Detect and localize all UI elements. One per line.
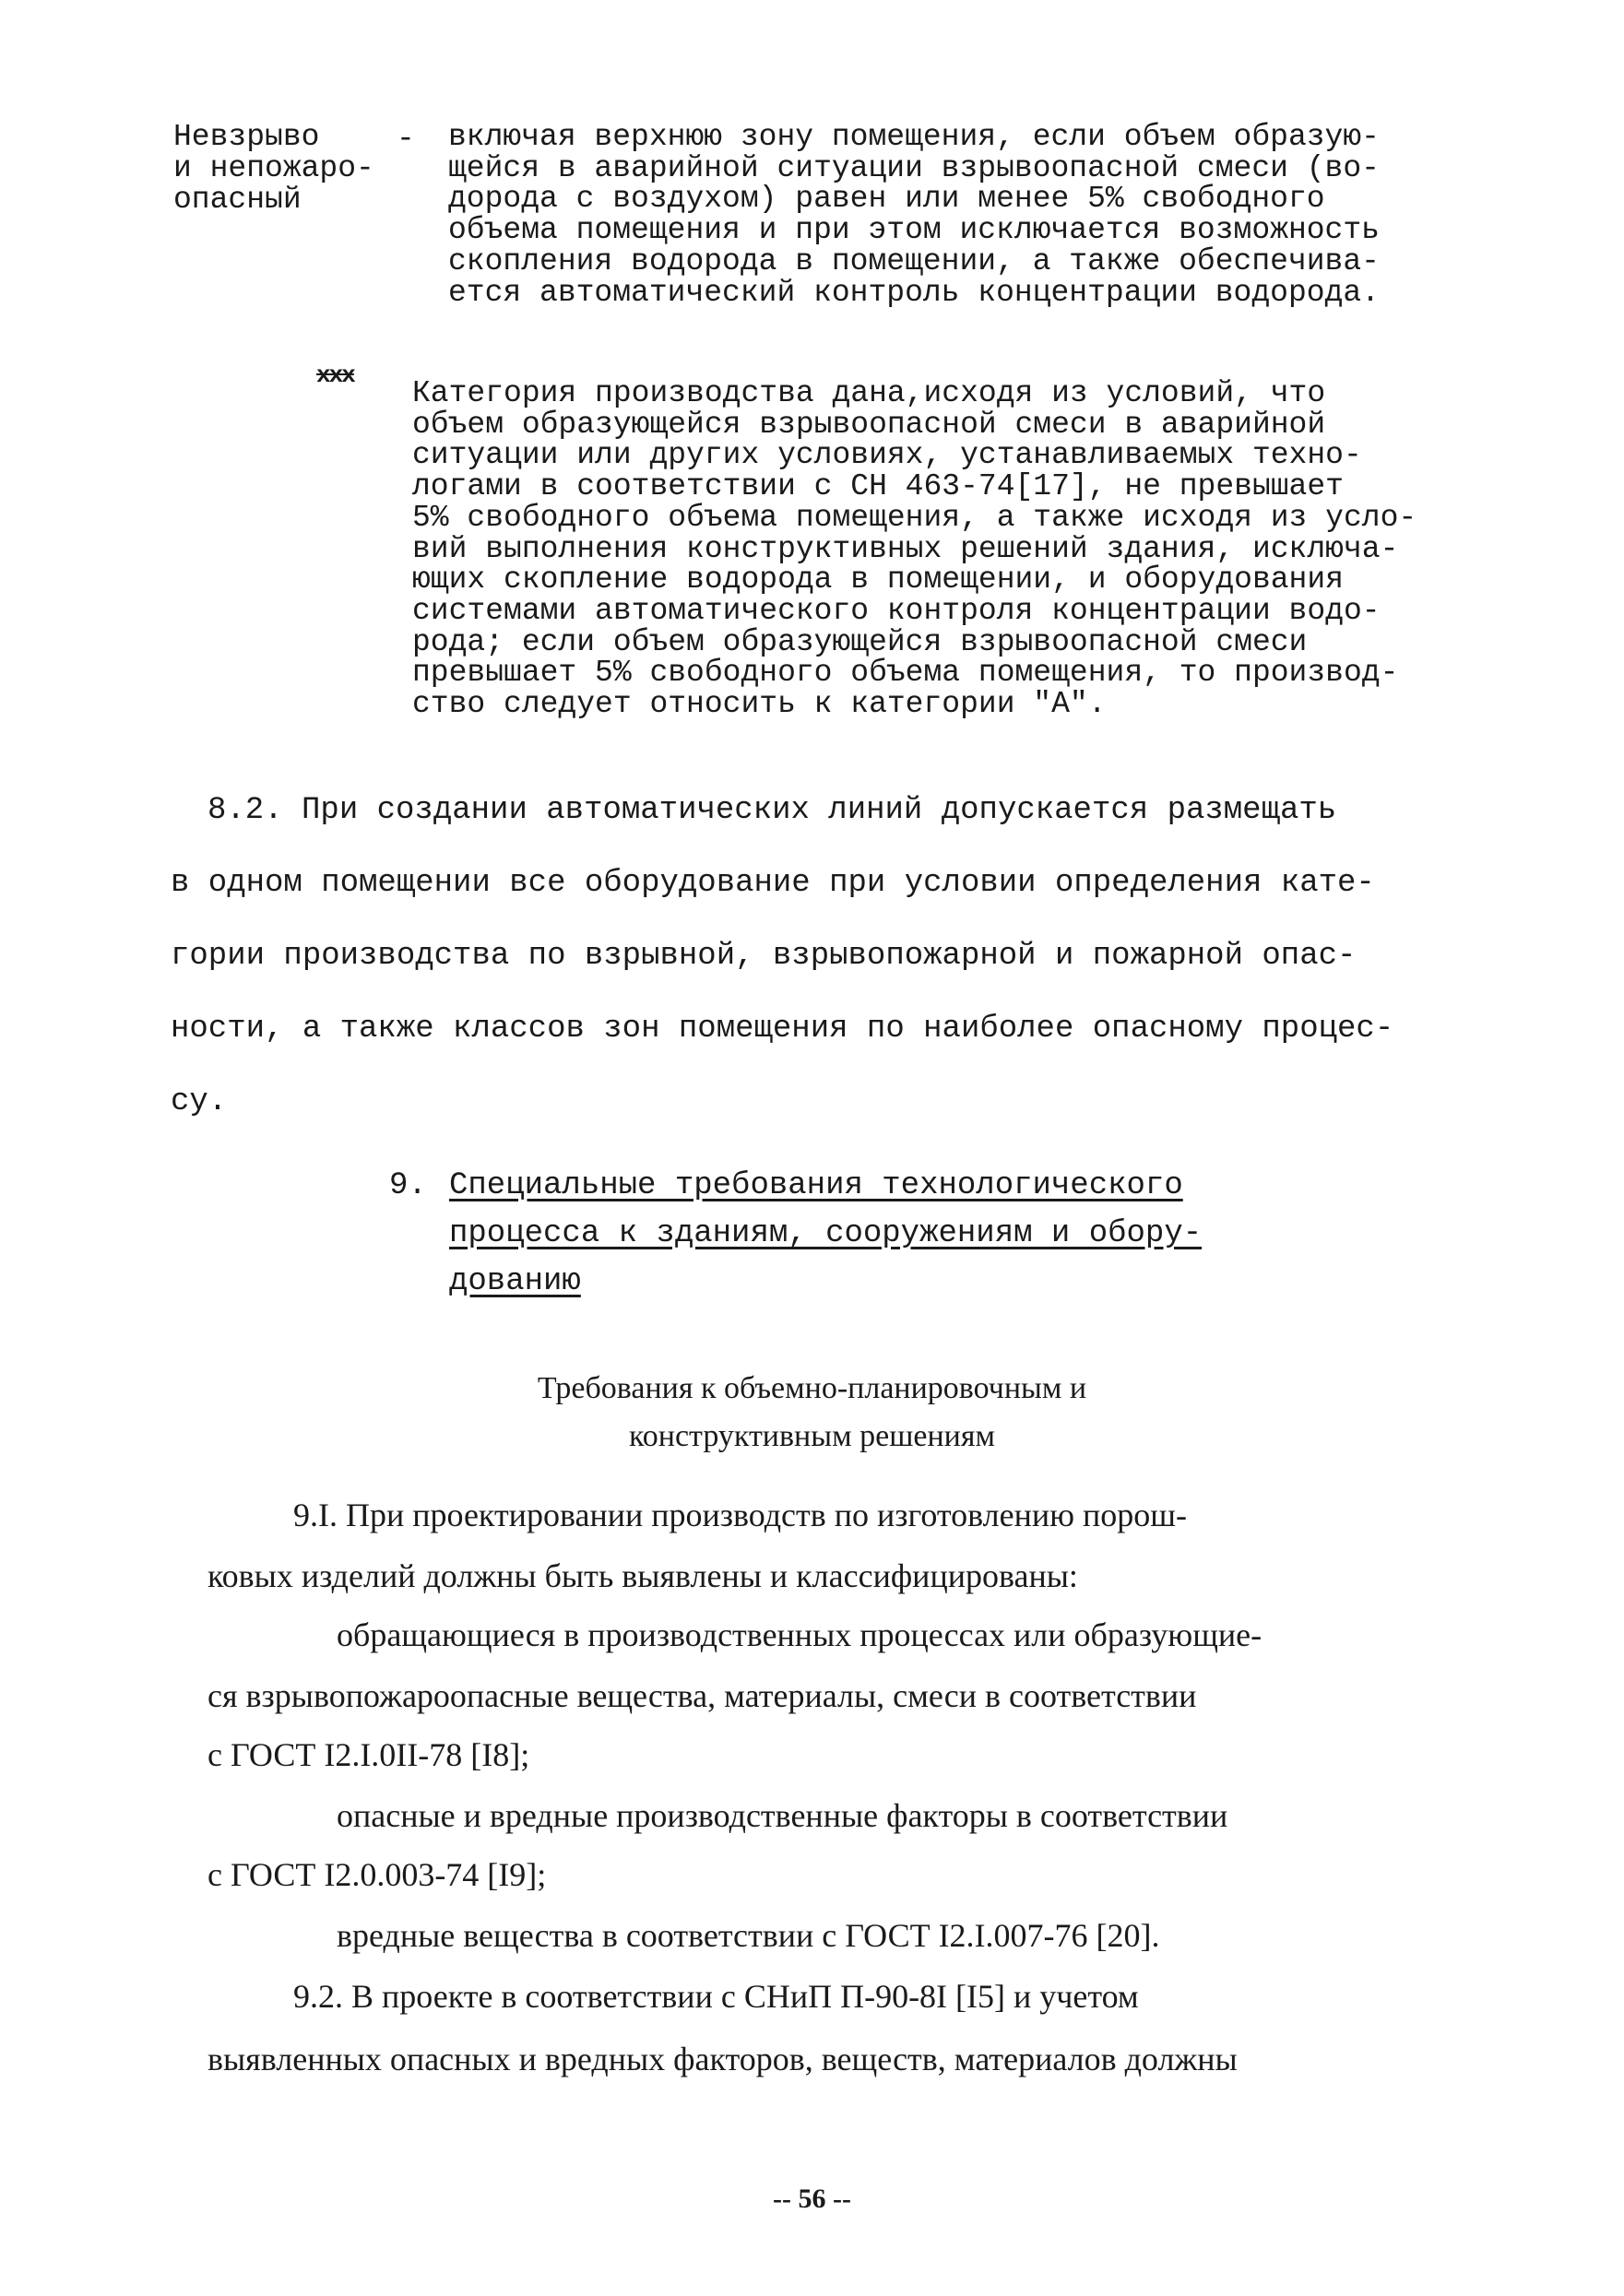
paragraph-line: в одном помещении все оборудование при условии определения кате- bbox=[171, 866, 1375, 901]
footnote-line: объем образующейся взрывоопасной смеси в аварийной bbox=[412, 407, 1326, 442]
footnote-marker: xxx bbox=[316, 361, 354, 389]
section-title-line: процесса к зданиям, сооружениям и обору- bbox=[449, 1216, 1203, 1251]
footnote-line: Категория производства дана,исходя из условий, что bbox=[412, 376, 1326, 410]
section-title-line: дованию bbox=[449, 1264, 581, 1299]
term-line: опасный bbox=[173, 183, 302, 217]
definition-line: объема помещения и при этом исключается возможность bbox=[448, 213, 1380, 248]
para-9-2-line: выявленных опасных и вредных факторов, веществ, материалов должны bbox=[207, 2041, 1238, 2077]
definition-line: включая верхнюю зону помещения, если объем образую- bbox=[448, 120, 1380, 154]
section-number: 9. bbox=[389, 1168, 427, 1203]
footnote-line: ство следует относить к категории "А". bbox=[412, 687, 1107, 722]
footnote-line: 5% свободного объема помещения, а также исходя из усло- bbox=[412, 500, 1417, 535]
list-item-line: опасные и вредные производственные факторы в соответствии bbox=[337, 1797, 1228, 1834]
definition-dash: - bbox=[397, 122, 415, 156]
term-line: Невзрыво bbox=[173, 120, 320, 154]
paragraph-line: су. bbox=[171, 1084, 228, 1119]
definition-text bbox=[448, 122, 1481, 308]
para-9-1-line: 9.I. При проектировании производств по изготовлению порош- bbox=[293, 1497, 1188, 1533]
subheading bbox=[0, 1365, 1624, 1461]
footnote-line: логами в соответствии с СН 463-74[17], не превышает bbox=[412, 469, 1344, 504]
list-item-line: ся взрывопожароопасные вещества, материалы, смеси в соответствии bbox=[207, 1677, 1197, 1714]
para-9-2-line: 9.2. В проекте в соответствии с СНиП П-90-8I [I5] и учетом bbox=[293, 1978, 1139, 2015]
list-item-line: обращающиеся в производственных процессах или образующие- bbox=[337, 1616, 1262, 1653]
list-item-line: вредные вещества в соответствии с ГОСТ I2.I.007-76 [20]. bbox=[337, 1917, 1160, 1954]
page-number: -- 56 -- bbox=[773, 2184, 851, 2214]
paragraph-8-2 bbox=[171, 775, 1499, 1139]
definition-line: ется автоматический контроль концентрации водорода. bbox=[448, 275, 1380, 310]
footnote-text bbox=[412, 378, 1482, 720]
footnote-line: ситуации или других условиях, устанавливаемых техно- bbox=[412, 438, 1362, 473]
footnote-line: ющих скопление водорода в помещении, и оборудования bbox=[412, 562, 1344, 598]
subheading-line: Требования к объемно-планировочным и bbox=[537, 1371, 1087, 1405]
footnote-line: вий выполнения конструктивных решений здания, исключа- bbox=[412, 531, 1399, 566]
footnote-line: превышает 5% свободного объема помещения, то производ- bbox=[412, 656, 1399, 691]
definition-term bbox=[173, 122, 404, 216]
paragraph-line: 8.2. При создании автоматических линий допускается размещать bbox=[207, 793, 1337, 828]
list-item-line: с ГОСТ I2.0.003-74 [I9]; bbox=[207, 1856, 547, 1893]
subheading-line: конструктивным решениям bbox=[628, 1419, 996, 1453]
definition-line: дорода с воздухом) равен или менее 5% свободного bbox=[448, 182, 1325, 217]
definition-line: щейся в аварийной ситуации взрывоопасной смеси (во- bbox=[448, 150, 1380, 185]
term-line: и непожаро- bbox=[173, 151, 374, 185]
paragraph-line: ности, а также классов зон помещения по наиболее опасному процес- bbox=[171, 1012, 1394, 1047]
para-9-1-line: ковых изделий должны быть выявлены и классифицированы: bbox=[207, 1557, 1078, 1594]
definition-line: скопления водорода в помещении, а также обеспечива- bbox=[448, 243, 1380, 278]
paragraph-line: гории производства по взрывной, взрывопожарной и пожарной опас- bbox=[171, 939, 1357, 974]
list-item-line: с ГОСТ I2.I.0II-78 [I8]; bbox=[207, 1736, 530, 1773]
section-title bbox=[449, 1162, 1279, 1306]
footnote-line: системами автоматического контроля концентрации водо- bbox=[412, 593, 1381, 628]
footnote-line: рода; если объем образующейся взрывоопасной смеси bbox=[412, 624, 1308, 659]
section-title-line: Специальные требования технологического bbox=[449, 1168, 1183, 1203]
